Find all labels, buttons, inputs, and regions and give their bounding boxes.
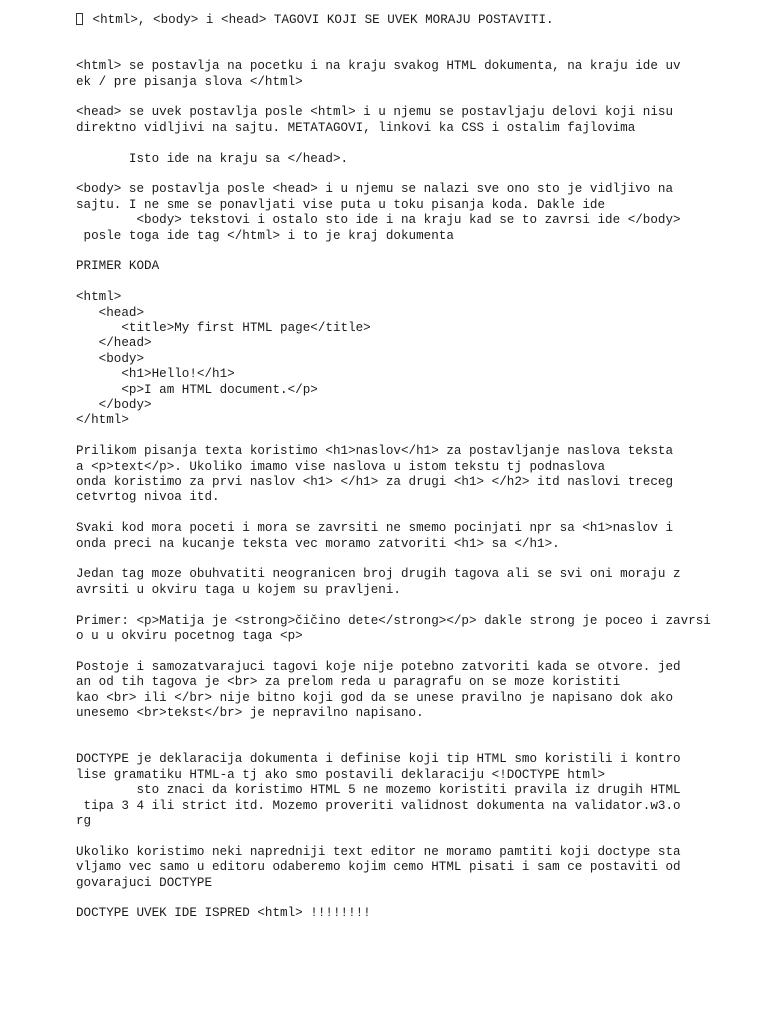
- document-line: [76, 167, 756, 182]
- document-line: Isto ide na kraju sa </head>.: [76, 151, 349, 166]
- document-line: o u u okviru pocetnog taga <p>: [76, 629, 303, 644]
- document-line: </html>: [76, 413, 129, 428]
- document-line: an od tih tagova je <br> za prelom reda u paragrafu on se moze koristiti: [76, 675, 621, 690]
- document-line: <title>My first HTML page</title>: [76, 321, 371, 336]
- document-line: [76, 44, 756, 59]
- document-line: DOCTYPE UVEK IDE ISPRED <html> !!!!!!!!: [76, 906, 371, 921]
- document-line: a <p>text</p>. Ukoliko imamo vise naslova u istom tekstu tj podnaslova: [76, 459, 606, 474]
- document-line: [76, 552, 756, 567]
- document-line: [76, 90, 756, 105]
- document-line: onda koristimo za prvi naslov <h1> </h1> za drugi <h1> </h2> itd naslovi treceg: [76, 475, 674, 490]
- document-line: <body> se postavlja posle <head> i u njemu se nalazi sve ono sto je vidljivo na: [76, 182, 674, 197]
- document-line: Prilikom pisanja texta koristimo <h1>naslov</h1> za postavljanje naslova teksta: [76, 444, 674, 459]
- document-line: [76, 136, 756, 151]
- document-line: kao <br> ili </br> nije bitno koji god da se unese pravilno je napisano dok ako: [76, 690, 674, 705]
- document-line: Svaki kod mora poceti i mora se zavrsiti ne smemo pocinjati npr sa <h1>naslov i: [76, 521, 674, 536]
- document-line: direktno vidljivi na sajtu. METATAGOVI, linkovi ka CSS i ostalim fajlovima: [76, 120, 636, 135]
- document-line: cetvrtog nivoa itd.: [76, 490, 220, 505]
- document-line: Primer: <p>Matija je <strong>čičino dete</strong></p> dakle strong je poceo i zavrsi: [76, 613, 711, 628]
- document-line: unesemo <br>tekst</br> je nepravilno napisano.: [76, 706, 424, 721]
- document-page: [76, 13, 756, 922]
- document-line-text: <html>, <body> i <head> TAGOVI KOJI SE UVEK MORAJU POSTAVITI.: [85, 13, 554, 27]
- document-line: rg: [76, 813, 92, 828]
- document-line: vljamo vec samo u editoru odaberemo kojim cemo HTML pisati i sam ce postaviti od: [76, 860, 681, 875]
- document-line: <head>: [76, 305, 145, 320]
- document-line: <head> se uvek postavlja posle <html> i u njemu se postavljaju delovi koji nisu: [76, 105, 674, 120]
- document-line: <html> se postavlja na pocetku i na kraju svakog HTML dokumenta, na kraju ide uv: [76, 59, 681, 74]
- document-line: lise gramatiku HTML-a tj ako smo postavili deklaraciju <!DOCTYPE html>: [76, 767, 606, 782]
- document-line: tipa 3 4 ili strict itd. Mozemo proveriti validnost dokumenta na validator.w3.o: [76, 798, 681, 813]
- document-line: <p>I am HTML document.</p>: [76, 382, 318, 397]
- document-line: DOCTYPE je deklaracija dokumenta i definise koji tip HTML smo koristili i kontro: [76, 752, 681, 767]
- document-line: PRIMER KODA: [76, 259, 160, 274]
- document-line: Ukoliko koristimo neki napredniji text editor ne moramo pamtiti koji doctype sta: [76, 844, 681, 859]
- document-line: </body>: [76, 398, 152, 413]
- document-line: ek / pre pisanja slova </html>: [76, 74, 303, 89]
- document-line: sajtu. I ne sme se ponavljati vise puta u toku pisanja koda. Dakle ide: [76, 197, 606, 212]
- document-line: sto znaci da koristimo HTML 5 ne mozemo koristiti pravila iz drugih HTML: [76, 783, 681, 798]
- document-line: [76, 13, 756, 28]
- document-line: <html>: [76, 290, 122, 305]
- document-line: [76, 598, 756, 613]
- document-line: <body> tekstovi i ostalo sto ide i na kraju kad se to zavrsi ide </body>: [76, 213, 681, 228]
- document-line: posle toga ide tag </html> i to je kraj dokumenta: [76, 228, 454, 243]
- document-line: govarajuci DOCTYPE: [76, 875, 213, 890]
- document-line: <body>: [76, 351, 145, 366]
- document-line: Jedan tag moze obuhvatiti neogranicen broj drugih tagova ali se svi oni moraju z: [76, 567, 681, 582]
- document-line: [76, 429, 756, 444]
- document-line: onda preci na kucanje teksta vec moramo zatvoriti <h1> sa </h1>.: [76, 536, 560, 551]
- document-line: [76, 506, 756, 521]
- document-line: </head>: [76, 336, 152, 351]
- document-line: [76, 829, 756, 844]
- document-line: [76, 28, 756, 43]
- document-line: [76, 722, 756, 737]
- document-line: [76, 737, 756, 752]
- document-line: avrsiti u okviru taga u kojem su pravljeni.: [76, 582, 401, 597]
- document-line: [76, 644, 756, 659]
- document-line: <h1>Hello!</h1>: [76, 367, 235, 382]
- document-line: Postoje i samozatvarajuci tagovi koje nije potebno zatvoriti kada se otvore. jed: [76, 659, 681, 674]
- document-line: [76, 275, 756, 290]
- document-line: [76, 244, 756, 259]
- document-line: [76, 891, 756, 906]
- missing-glyph-icon: [76, 13, 83, 25]
